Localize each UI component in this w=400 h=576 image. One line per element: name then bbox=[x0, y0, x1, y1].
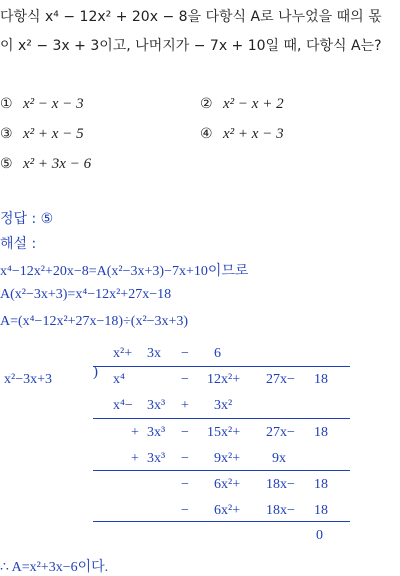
choice-4[interactable] bbox=[200, 126, 284, 143]
quotient-term: x²+ bbox=[113, 346, 133, 361]
division-bracket: ) bbox=[93, 364, 98, 380]
solution-line-3: A=(x⁴−12x²+27x−18)÷(x²−3x+3) bbox=[0, 314, 189, 329]
choice-2-expression: x² − x + 2 bbox=[223, 96, 284, 112]
remainder-2-term: 18x− bbox=[266, 477, 295, 492]
step-2-term: − bbox=[181, 451, 189, 466]
remainder-1-term: 27x− bbox=[266, 425, 295, 440]
step-1-term: 3x³ bbox=[147, 398, 166, 413]
remainder-1-term: − bbox=[181, 425, 189, 440]
dividend-term: 12x²+ bbox=[207, 372, 241, 387]
division-bar bbox=[93, 366, 350, 367]
step-3-term: 6x²+ bbox=[214, 503, 241, 518]
choice-3-number: ③ bbox=[0, 126, 13, 142]
dividend-term: 27x− bbox=[266, 372, 295, 387]
remainder-1-term: + bbox=[131, 425, 139, 440]
divisor: x²−3x+3 bbox=[4, 372, 52, 387]
step-3-term: 18 bbox=[314, 503, 328, 518]
choice-2[interactable] bbox=[200, 96, 284, 113]
conclusion: ∴ A=x²+3x−6이다. bbox=[0, 560, 109, 575]
quotient-term: 3x bbox=[147, 346, 161, 361]
division-separator bbox=[93, 521, 350, 522]
remainder-1-term: 3x³ bbox=[147, 425, 166, 440]
step-1-term: + bbox=[181, 398, 189, 413]
solution-line-2: A(x²−3x+3)=x⁴−12x²+27x−18 bbox=[0, 287, 172, 302]
step-3-term: − bbox=[181, 503, 189, 518]
choice-1-expression: x² − x − 3 bbox=[23, 96, 84, 112]
dividend-term: − bbox=[181, 372, 189, 387]
choice-4-number: ④ bbox=[200, 126, 213, 142]
choice-5[interactable] bbox=[0, 156, 91, 173]
quotient-term: − bbox=[181, 346, 189, 361]
choice-2-number: ② bbox=[200, 96, 213, 112]
step-3-term: 18x− bbox=[266, 503, 295, 518]
answer-label: 정답 : ⑤ bbox=[0, 211, 54, 227]
choice-4-expression: x² + x − 3 bbox=[223, 126, 284, 142]
step-1-term: x⁴− bbox=[113, 398, 133, 413]
explanation-label: 해설 : bbox=[0, 236, 37, 252]
final-remainder: 0 bbox=[316, 528, 323, 543]
choice-5-number: ⑤ bbox=[0, 156, 13, 172]
question-line-1: 다항식 x⁴ − 12x² + 20x − 8을 다항식 A로 나누었을 때의 몫 bbox=[0, 9, 382, 25]
choice-5-expression: x² + 3x − 6 bbox=[23, 156, 92, 172]
step-2-term: + bbox=[131, 451, 139, 466]
choice-1-number: ① bbox=[0, 96, 13, 112]
quotient-term: 6 bbox=[214, 346, 221, 361]
step-2-term: 9x²+ bbox=[214, 451, 241, 466]
remainder-1-term: 15x²+ bbox=[207, 425, 241, 440]
division-separator bbox=[93, 418, 350, 419]
dividend-term: x⁴ bbox=[113, 372, 125, 387]
remainder-2-term: 6x²+ bbox=[214, 477, 241, 492]
remainder-1-term: 18 bbox=[314, 425, 328, 440]
step-2-term: 3x³ bbox=[147, 451, 166, 466]
choice-3[interactable] bbox=[0, 126, 84, 143]
choice-1[interactable] bbox=[0, 96, 84, 113]
step-2-term: 9x bbox=[272, 451, 286, 466]
step-1-term: 3x² bbox=[214, 398, 233, 413]
dividend-term: 18 bbox=[314, 372, 328, 387]
choice-3-expression: x² + x − 5 bbox=[23, 126, 84, 142]
remainder-2-term: 18 bbox=[314, 477, 328, 492]
question-line-2: 이 x² − 3x + 3이고, 나머지가 − 7x + 10일 때, 다항식 A는? bbox=[0, 38, 382, 54]
remainder-2-term: − bbox=[181, 477, 189, 492]
solution-line-1: x⁴−12x²+20x−8=A(x²−3x+3)−7x+10이므로 bbox=[0, 264, 249, 279]
division-separator bbox=[93, 470, 350, 471]
